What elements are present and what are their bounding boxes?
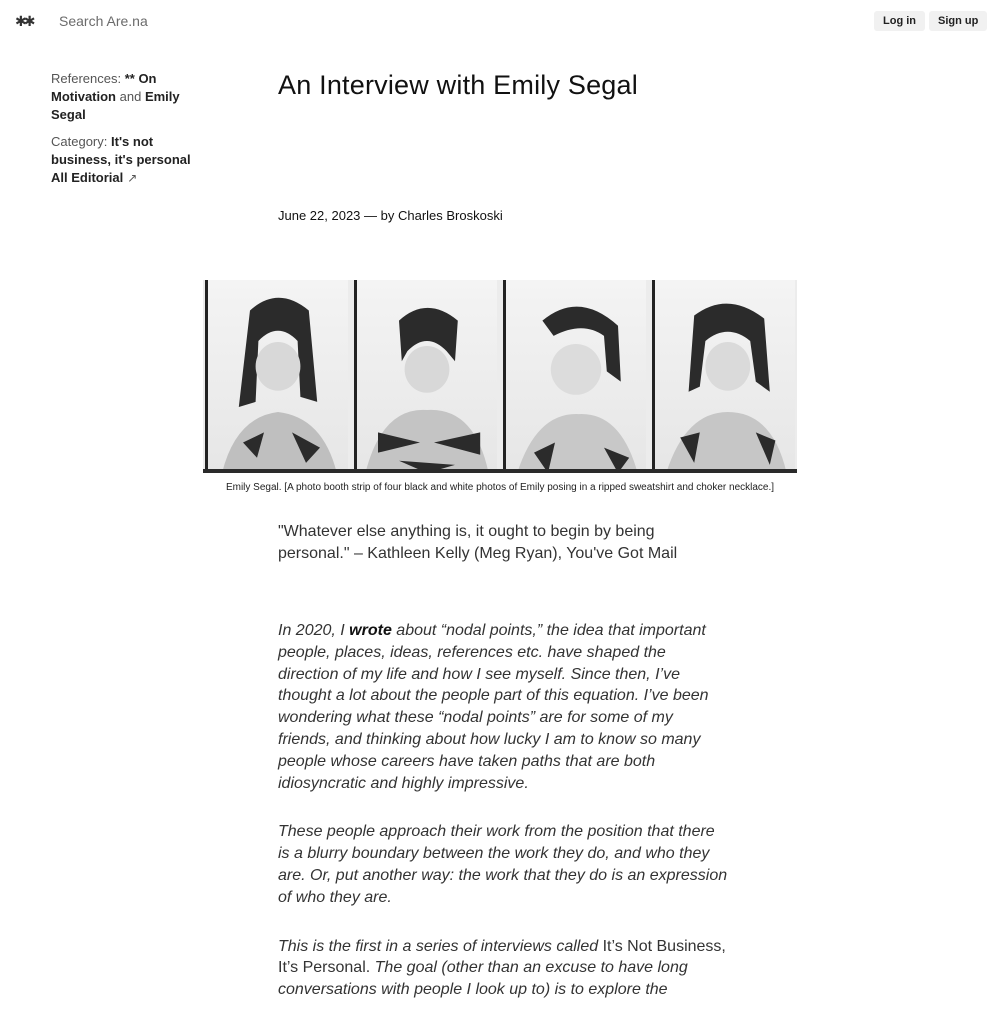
reference-link-emily-segal[interactable]: Emily Segal [51,89,180,122]
photo-strip-edge [203,469,797,473]
sign-up-button[interactable]: Sign up [929,11,987,31]
paragraph-1-text-continued: about “nodal points,” the idea that important people, places, ideas, references etc. have shaped the direction of my life and how I see myself. Since then, I’ve thought a lot about the people part of this equation. I’ve been wondering what these “nodal points” are for some of my friends, and thinking about how lucky I am to know so many people whose careers have taken paths that are both idiosyncratic and highly impressive. [278,622,709,792]
wrote-link[interactable]: wrote [349,622,392,639]
paragraph-1-text: In 2020, I [278,622,350,639]
top-navigation-bar [0,0,1000,42]
all-editorial-link[interactable]: All Editorial [51,170,124,185]
search-input[interactable] [59,13,359,29]
arena-logo-icon[interactable]: ✱✱ [15,13,33,29]
byline: June 22, 2023 — by Charles Broskoski [278,208,503,223]
series-title: It’s Not Business, It’s Personal. [278,937,726,977]
external-link-icon: ↗ [127,171,138,185]
paragraph-3-text: This is the first in a series of interviews called [278,937,603,955]
references-label: References: [51,71,122,86]
article-sidebar [51,70,201,196]
article-body [278,620,728,1028]
photo-frame-3 [503,280,646,473]
photo-frame-2 [354,280,497,473]
log-in-button[interactable]: Log in [874,11,925,31]
page-title: An Interview with Emily Segal [278,70,638,100]
epigraph-quote: "Whatever else anything is, it ought to begin by being personal." – Kathleen Kelly (Meg Ryan), You've Got Mail [278,523,678,562]
photo-booth-strip-image [203,280,797,473]
category-row [51,133,201,187]
reference-link-on-motivation[interactable]: ** On Motivation [51,71,157,104]
photo-frame-4 [652,280,795,473]
image-caption: Emily Segal. [A photo booth strip of four black and white photos of Emily posing in a ripped sweatshirt and choker necklace.] [225,482,775,493]
and-text: and [119,89,142,104]
paragraph-2: These people approach their work from the position that there is a blurry boundary between the work they do, and who they are. Or, put another way: the work that they do is an expression of who they are. [278,823,728,906]
paragraph-3 [278,936,728,1001]
references-row [51,70,201,124]
category-label: Category: [51,134,108,149]
paragraph-1 [278,620,728,794]
category-link[interactable]: It's not business, it's personal [51,134,191,167]
photo-frame-1 [205,280,348,473]
paragraph-3-text-continued: The goal (other than an excuse to have long conversations with people I look up to) is to explore the [278,959,688,999]
